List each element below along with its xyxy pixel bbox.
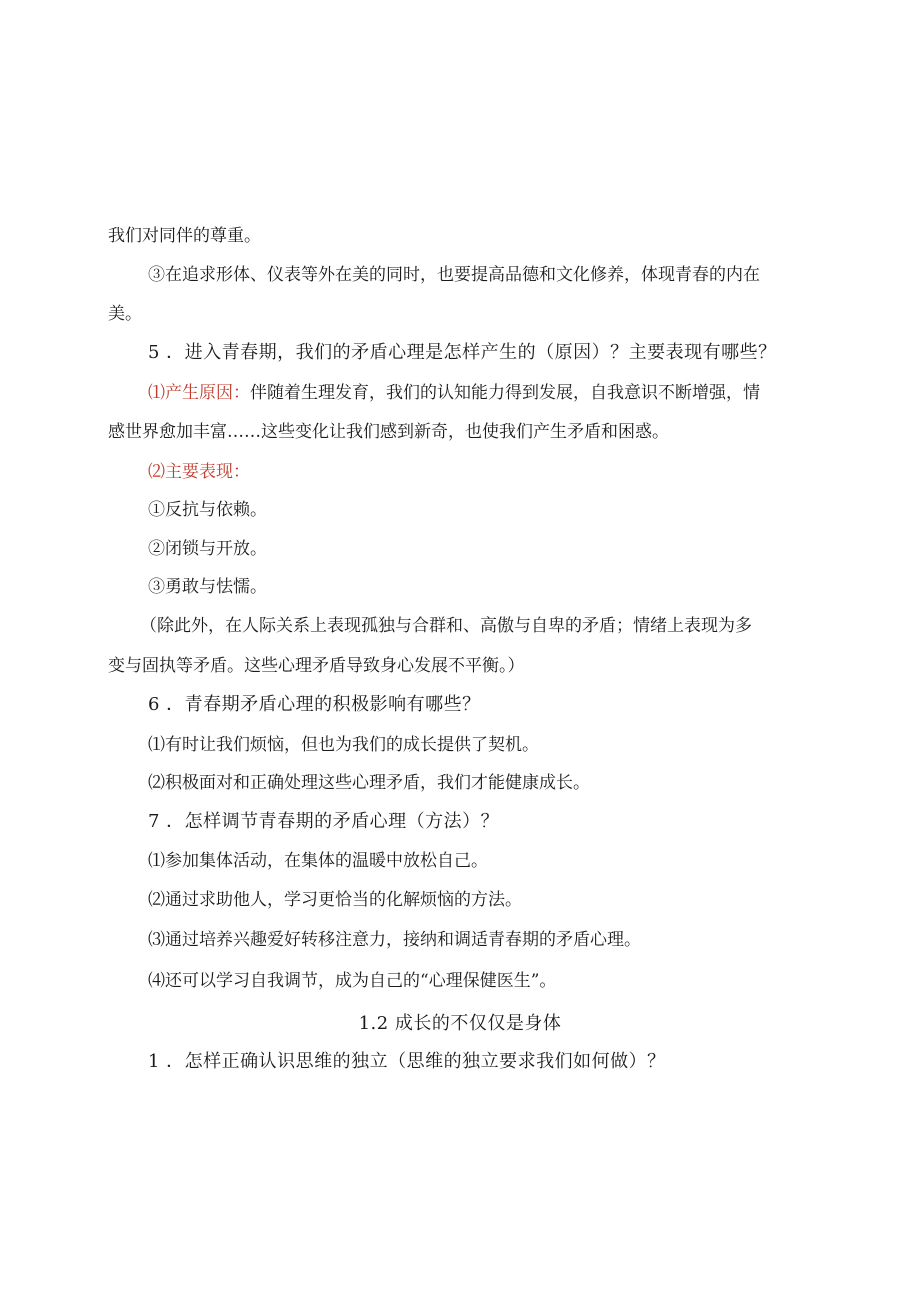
answer-label: ⑴产生原因： [148, 383, 250, 403]
paragraph-line: 美。 [108, 304, 142, 324]
answer-line: ⑵积极面对和正确处理这些心理矛盾，我们才能健康成长。 [148, 773, 590, 793]
answer-line [148, 381, 814, 405]
note-line: （除此外，在人际关系上表现孤独与合群和、高傲与自卑的矛盾；情绪上表现为多 [140, 616, 752, 636]
paragraph-line: 我们对同伴的尊重。 [108, 226, 261, 246]
answer-label: ⑵主要表现： [148, 462, 250, 482]
answer-line: 感世界愈加丰富……这些变化让我们感到新奇，也使我们产生矛盾和困惑。 [108, 422, 669, 442]
list-item: ①反抗与依赖。 [148, 500, 267, 520]
list-item: ②闭锁与开放。 [148, 539, 267, 559]
answer-line: ⑴有时让我们烦恼，但也为我们的成长提供了契机。 [148, 735, 539, 755]
question-heading-6: 6 ．青春期矛盾心理的积极影响有哪些？ [148, 694, 481, 715]
answer-line: ⑶通过培养兴趣爱好转移注意力，接纳和调适青春期的矛盾心理。 [148, 930, 641, 950]
answer-line: ⑵通过求助他人，学习更恰当的化解烦恼的方法。 [148, 890, 522, 910]
question-heading-1: 1 ．怎样正确认识思维的独立（思维的独立要求我们如何做）？ [148, 1051, 666, 1072]
section-title: 1.2 成长的不仅仅是身体 [358, 1013, 562, 1034]
list-item: ③勇敢与怯懦。 [148, 577, 267, 597]
answer-text: 伴随着生理发育，我们的认知能力得到发展，自我意识不断增强，情 [250, 383, 760, 403]
note-line: 变与固执等矛盾。这些心理矛盾导致身心发展不平衡。） [108, 656, 525, 676]
answer-line: ⑴参加集体活动，在集体的温暖中放松自己。 [148, 851, 488, 871]
question-heading-7: 7 ．怎样调节青春期的矛盾心理（方法）？ [148, 811, 500, 832]
question-heading-5: 5 ．进入青春期，我们的矛盾心理是怎样产生的（原因）？主要表现有哪些？ [148, 342, 777, 363]
answer-line: ⑷还可以学习自我调节，成为自己的“心理保健医生”。 [148, 971, 557, 991]
paragraph-line: ③在追求形体、仪表等外在美的同时，也要提高品德和文化修养，体现青春的内在 [148, 265, 760, 285]
